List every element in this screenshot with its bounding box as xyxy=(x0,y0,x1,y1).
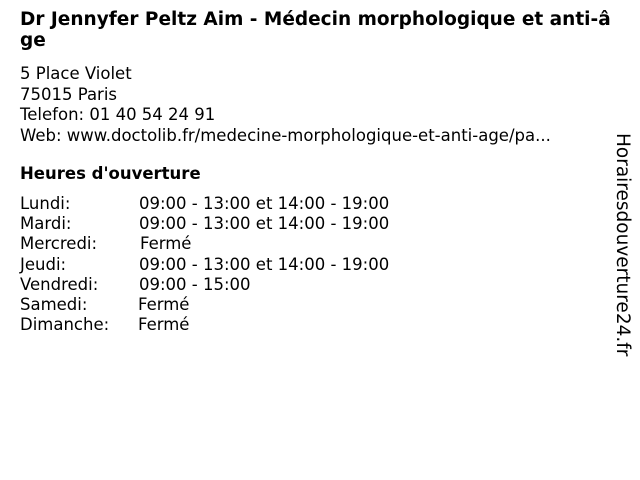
address-city: 75015 Paris xyxy=(20,84,118,104)
day-label: Vendredi: xyxy=(20,274,99,294)
hours-heading: Heures d'ouverture xyxy=(20,164,201,183)
day-label: Mercredi: xyxy=(20,234,98,254)
day-label: Samedi: xyxy=(20,294,88,314)
day-label: Mardi: xyxy=(20,214,72,234)
time-value: 09:00 - 13:00 et 14:00 - 19:00 xyxy=(139,194,390,213)
address-block xyxy=(20,64,551,146)
time-value: Fermé xyxy=(138,315,190,335)
day-label: Lundi: xyxy=(20,194,71,213)
website-link[interactable]: Web: www.doctolib.fr/medecine-morphologique-et-anti-age/pa... xyxy=(20,125,551,145)
time-value: 09:00 - 13:00 et 14:00 - 19:00 xyxy=(139,214,390,234)
time-value: Fermé xyxy=(140,234,192,254)
address-street: 5 Place Violet xyxy=(20,64,132,83)
time-value: Fermé xyxy=(138,294,190,314)
time-value: 09:00 - 13:00 et 14:00 - 19:00 xyxy=(139,254,390,274)
day-label: Dimanche: xyxy=(20,315,110,335)
phone-number: Telefon: 01 40 54 24 91 xyxy=(20,105,216,124)
watermark-text: Horairesdouverture24.fr xyxy=(612,133,633,357)
day-label: Jeudi: xyxy=(20,254,67,274)
time-value: 09:00 - 15:00 xyxy=(139,274,251,294)
page-title: Dr Jennyfer Peltz Aim - Médecin morphologique et anti-âge xyxy=(20,9,611,51)
